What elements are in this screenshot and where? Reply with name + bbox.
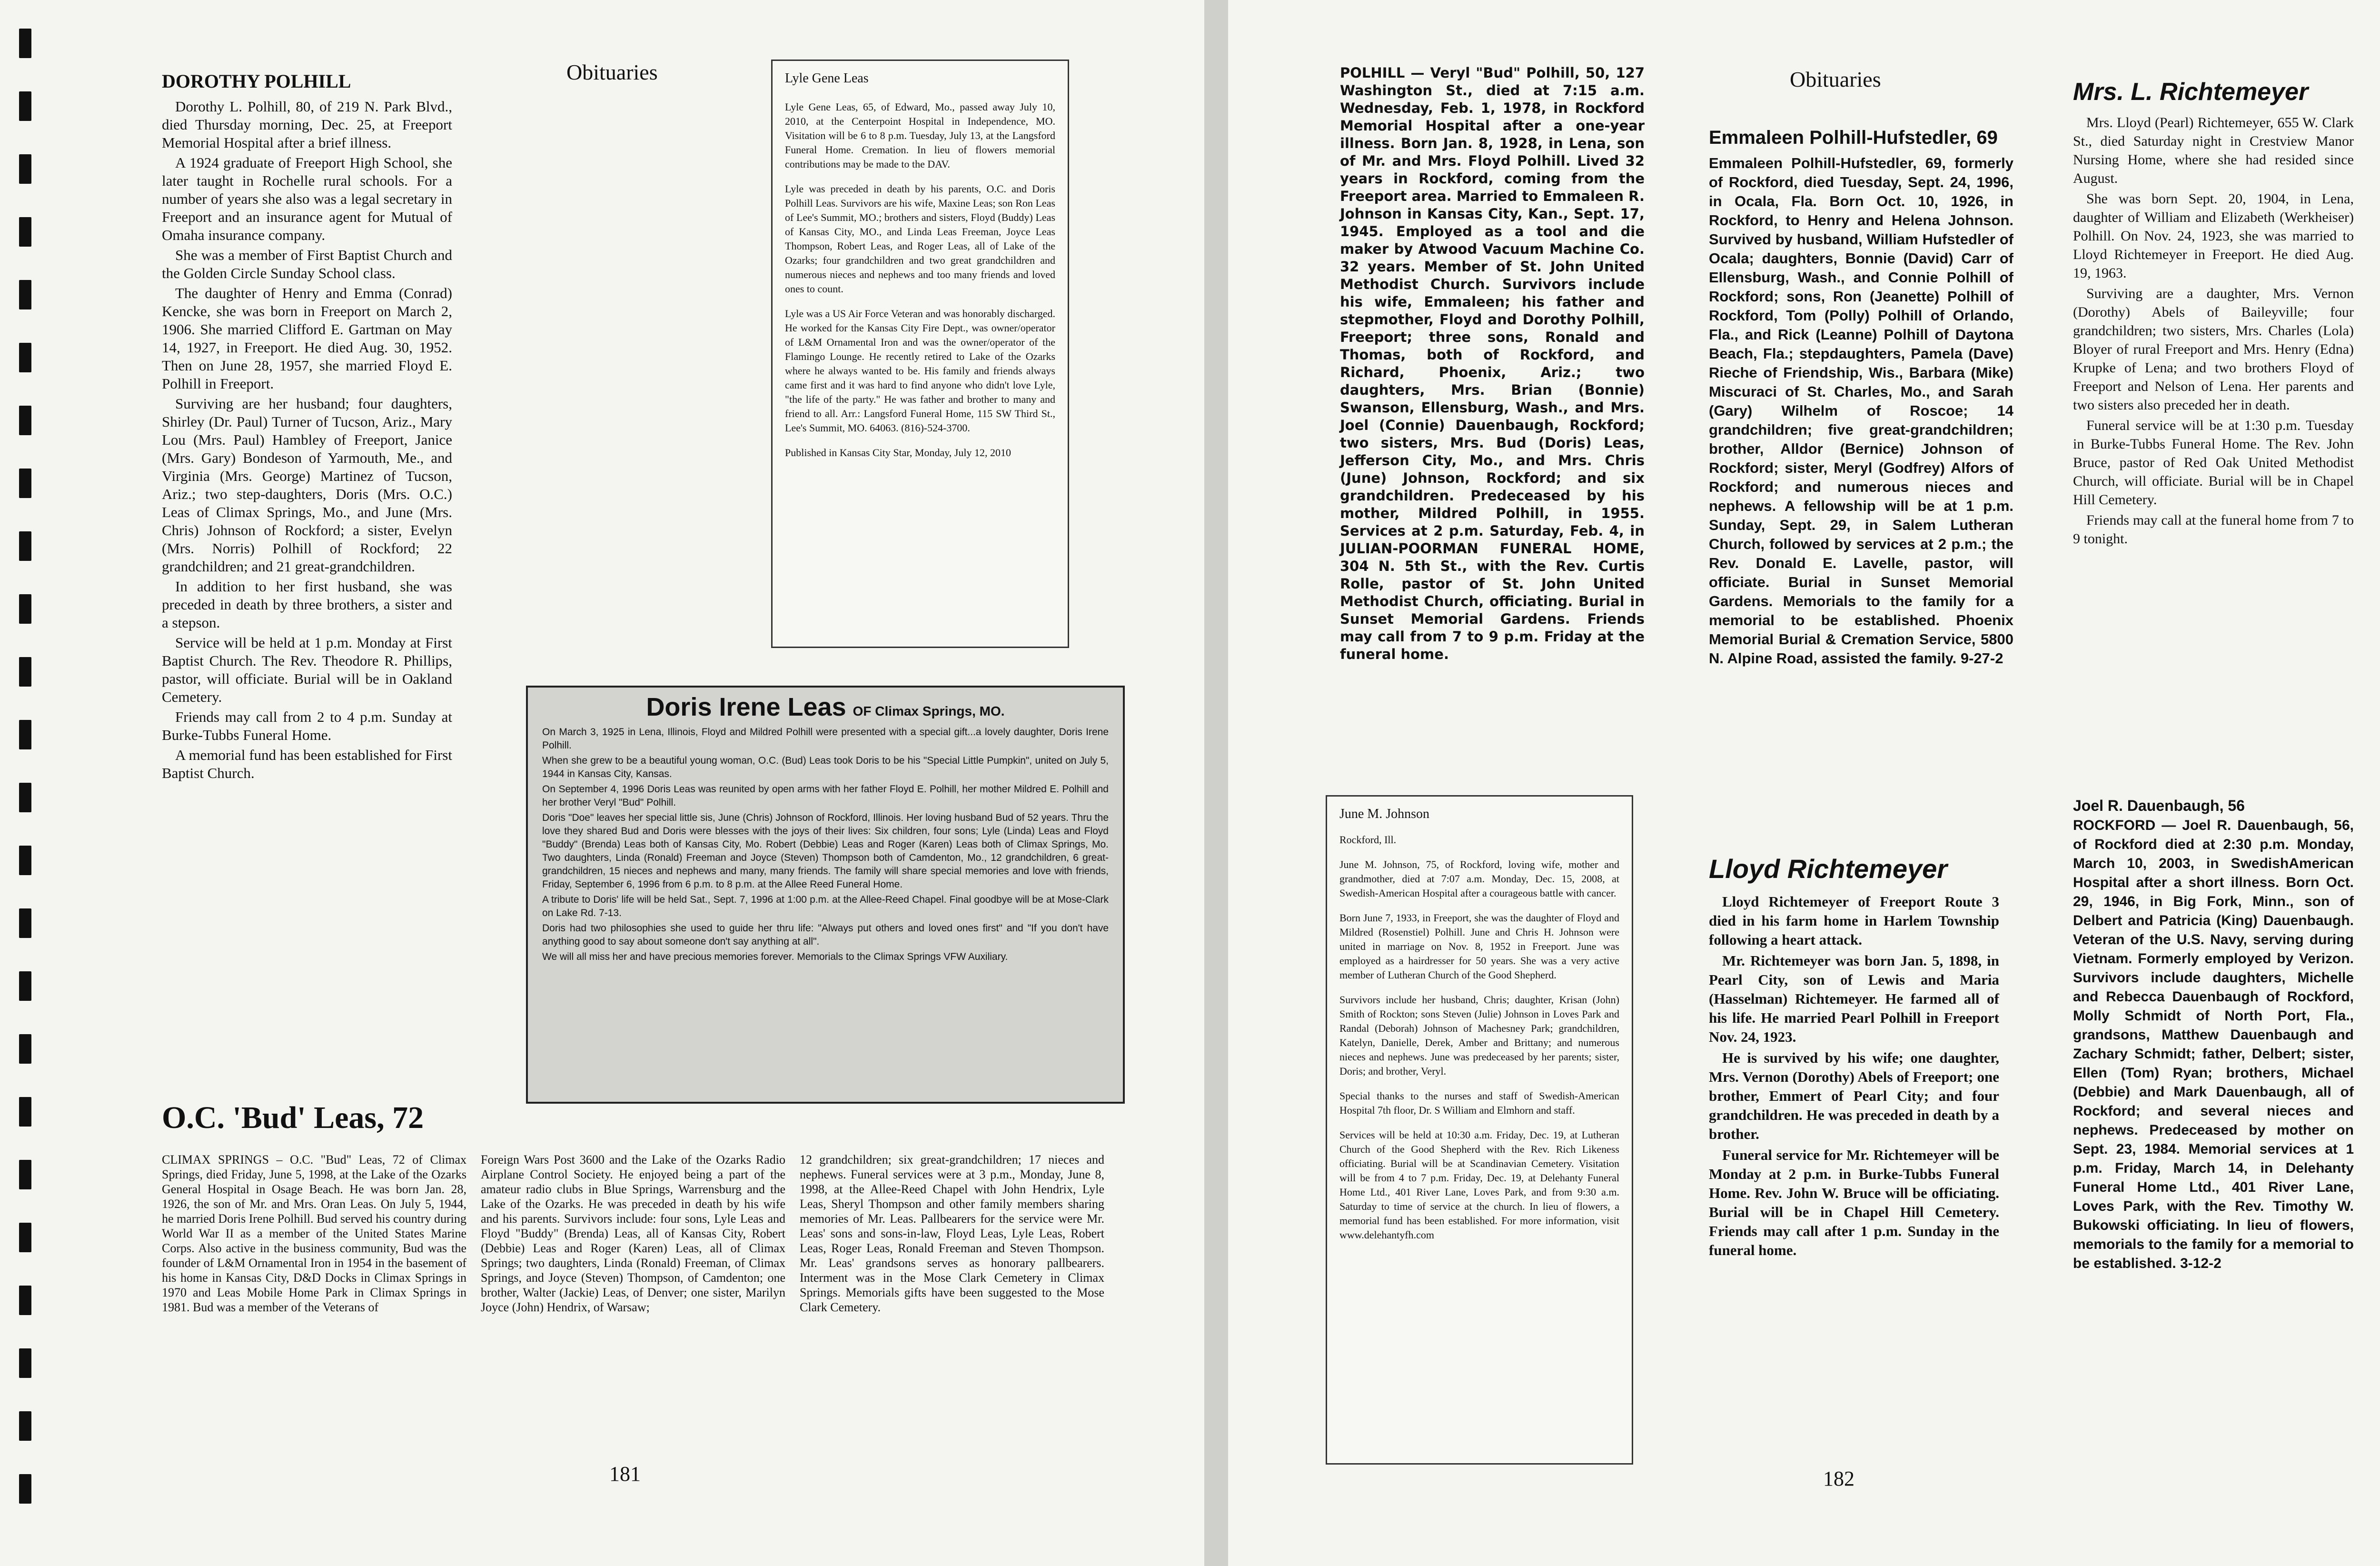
paragraph: She was a member of First Baptist Church and the Golden Circle Sunday School class.	[162, 247, 452, 281]
obituary-dorothy-polhill	[162, 69, 452, 784]
paragraph: Mrs. Lloyd (Pearl) Richtemeyer, 655 W. Clark St., died Saturday night in Crestview Manor Nursing Home, where she had resided since August.	[2073, 115, 2354, 186]
paragraph: Surviving are her husband; four daughters, Shirley (Dr. Paul) Turner of Tucson, Ariz., Mary Lou (Mrs. Paul) Hambley of Freeport, Janice (Mrs. Gary) Bondeson of Yarmouth, Me., and Virginia (Mrs. George) Martinez of Tucson, Ariz.; two step-daughters, Doris (Mrs. O.C.) Leas of Climax Springs, Mo., and June (Mrs. Chris) Johnson of Rockford; a sister, Evelyn (Mrs. Norris) Polhill of Rockford; 22 grandchildren; and 21 great-grandchildren.	[162, 395, 452, 575]
paragraph: A 1924 graduate of Freeport High School, she later taught in Rochelle rural schools. For a number of years she also was a legal secretary in Freeport and an insurance agent for Mutual of Omaha insurance company.	[162, 154, 452, 243]
page-number: 182	[1823, 1467, 1854, 1490]
obituary-june-johnson	[1326, 795, 1633, 1465]
obituary-lyle-leas	[771, 60, 1069, 648]
obituary-title: June M. Johnson	[1339, 807, 1430, 821]
obituary-doris-leas	[526, 686, 1125, 1104]
paragraph: When she grew to be a beautiful young woman, O.C. (Bud) Leas took Doris to be his "Special Little Pumpkin", united on July 5, 1944 in Kansas City, Kansas.	[542, 755, 1109, 779]
binder-hole	[19, 1411, 31, 1441]
paragraph: June M. Johnson, 75, of Rockford, loving wife, mother and grandmother, died at 7:07 a.m. Monday, Dec. 15, 2008, at Swedish-American Hospital after a courageous battle with cancer.	[1339, 858, 1619, 899]
binder-hole	[19, 343, 31, 372]
paragraph: A memorial fund has been established for First Baptist Church.	[162, 747, 452, 781]
binder-hole	[19, 1034, 31, 1064]
page-number: 181	[609, 1462, 641, 1486]
paragraph: Surviving are a daughter, Mrs. Vernon (Dorothy) Abels of Baileyville; four grandchildren; two sisters, Mrs. Charles (Lola) Bloyer of rural Freeport and Mrs. Henry (Edna) Krupke of Lena; and two brothers Floyd of Freeport and Nelson of Lena. Her parents and two sisters also preceded her in death.	[2073, 286, 2354, 413]
binder-hole	[19, 971, 31, 1001]
binder-hole	[19, 657, 31, 687]
binder-hole	[19, 217, 31, 247]
paragraph: Service will be held at 1 p.m. Monday at First Baptist Church. The Rev. Theodore R. Phillips, pastor, will officiate. Burial will be in Oakland Cemetery.	[162, 634, 452, 705]
paragraph: Doris "Doe" leaves her special little sis, June (Chris) Johnson of Rockford, Illinois. Her loving husband Bud of 52 years. Thru the love they shared Bud and Doris were blesses with the joys of their lives: Six children, four sons; Lyle (Linda) Leas and Floyd "Buddy" (Brenda) Leas both of Kansas City, Mo. Robert (Debbie) Leas and Roger (Karen) Leas both of Climax Springs, Mo. Two daughters, Linda (Ronald) Freeman and Joyce (Steven) Thompson both of Camdenton, Mo., 12 grandchildren, 6 great-grandchildren, 15 nieces and nephews and many, many friends. The family will share special memories and love with friends, Friday, September 6, 1996 from 6 p.m. to 8 p.m. at the Allee Reed Funeral Home.	[542, 812, 1109, 890]
obituary-emmaleen	[1709, 126, 2013, 668]
paragraph: Friends may call from 2 to 4 p.m. Sunday at Burke-Tubbs Funeral Home.	[162, 708, 452, 743]
obituary-joel-dauenbaugh	[2073, 795, 2354, 1273]
paragraph: Doris had two philosophies she used to guide her thru life: "Always put others and loved ones first" and "If you don't have anything good to say about someone don't say anything at all".	[542, 923, 1109, 947]
paragraph: Mr. Richtemeyer was born Jan. 5, 1898, in Pearl City, son of Lewis and Maria (Hasselman) Richtemeyer. He farmed all of his life. He married Pearl Polhill in Freeport Nov. 24, 1923.	[1709, 952, 1999, 1045]
binder-hole	[19, 1160, 31, 1189]
right-page	[1228, 0, 2380, 1566]
binder-hole	[19, 1223, 31, 1252]
obituary-mrs-richtemeyer	[2073, 76, 2354, 550]
paragraph: On September 4, 1996 Doris Leas was reunited by open arms with her father Floyd E. Polhill, her mother Mildred E. Polhill and her brother Veryl "Bud" Polhill.	[542, 784, 1109, 808]
binder-hole	[19, 531, 31, 561]
paragraph: Born June 7, 1933, in Freeport, she was the daughter of Floyd and Mildred (Rosenstiel) Polhill. June and Chris H. Johnson were united in marriage on Nov. 8, 1952 in Freeport. June was employed as a hairdresser for 50 years. She was a very active member of Lutheran Church of the Good Shepherd.	[1339, 912, 1619, 981]
section-title: Obituaries	[566, 60, 658, 84]
binder-hole	[19, 1286, 31, 1315]
paragraph: Friends may call at the funeral home from 7 to 9 tonight.	[2073, 512, 2354, 547]
obituary-lloyd-richtemeyer	[1709, 852, 1999, 1262]
obituary-text: ROCKFORD — Joel R. Dauenbaugh, 56, of Rockford died at 2:30 p.m. Monday, March 10, 2003, in SwedishAmerican Hospital after a short illness. Born Oct. 29, 1946, in Big Fork, Minn., son of Delbert and Patricia (King) Dauenbaugh. Veteran of the U.S. Navy, serving during Vietnam. Formerly employed by Verizon. Survivors include daughters, Michelle and Rebecca Dauenbaugh of Rockford, Molly Schmidt of North Port, Fla., grandsons, Matthew Dauenbaugh and Zachary Schmidt; father, Delbert; sister, Ellen (Tom) Ryan; brothers, Michael (Debbie) and Mark Dauenbaugh, all of Rockford; and several nieces and nephews. Predeceased by mother on Sept. 23, 1984. Memorial services at 1 p.m. Friday, March 14, in Delehanty Funeral Home Ltd., 401 River Lane, Loves Park, with the Rev. Timothy W. Bukowski officiating. In lieu of flowers, memorials to the family for a memorial to be established. 3-12-2	[2073, 818, 2354, 1271]
paragraph: We will all miss her and have precious memories forever. Memorials to the Climax Springs VFW Auxiliary.	[542, 951, 1008, 962]
binder-hole	[19, 280, 31, 309]
paragraph: Dorothy L. Polhill, 80, of 219 N. Park Blvd., died Thursday morning, Dec. 25, at Freeport Memorial Hospital after a brief illness.	[162, 98, 452, 151]
obituary-headline: O.C. 'Bud' Leas, 72	[162, 1100, 424, 1135]
obituary-headline: Joel R. Dauenbaugh, 56	[2073, 797, 2245, 814]
binder-hole	[19, 720, 31, 749]
paragraph: Services will be held at 10:30 a.m. Friday, Dec. 19, at Lutheran Church of the Good Shepherd with the Rev. Rich Likeness officiating. Burial will be at Scandinavian Cemetery. Visitation will be from 4 to 7 p.m. Friday, Dec. 19, at Delehanty Funeral Home Ltd., 401 River Lane, Loves Park, and from 9:30 a.m. Saturday to time of service at the church. In lieu of flowers, a memorial fund has been established. For more information, visit www.delehantyfh.com	[1339, 1129, 1619, 1241]
paragraph: Published in Kansas City Star, Monday, July 12, 2010	[785, 447, 1011, 459]
paragraph: In addition to her first husband, she was preceded in death by three brothers, a sister and a stepson.	[162, 578, 452, 631]
binder-hole	[19, 469, 31, 498]
doris-body	[528, 722, 1123, 969]
paragraph: A tribute to Doris' life will be held Sat., Sept. 7, 1996 at 1:00 p.m. at the Allee-Reed Chapel. Final goodbye will be at Mose-Clark on Lake Rd. 7-13.	[542, 894, 1109, 918]
paragraph: Funeral service will be at 1:30 p.m. Tuesday in Burke-Tubbs Funeral Home. The Rev. John Bruce, pastor of Red Oak United Methodist Church, will officiate. Burial will be in Chapel Hill Cemetery.	[2073, 418, 2354, 508]
paragraph: Special thanks to the nurses and staff of Swedish-American Hospital 7th floor, Dr. S William and Elmhorn and staff.	[1339, 1090, 1619, 1116]
binder-hole	[19, 594, 31, 624]
oc-leas-column-3: 12 grandchildren; six great-grandchildren; 17 nieces and nephews. Funeral services were at 3 p.m., Monday, June 8, 1998, at the Allee-Reed Chapel with John Hendrix, Lyle Leas, Sheryl Thompson and other family members sharing memories of Mr. Leas. Pallbearers for the service were Mr. Leas' sons and sons-in-law, Floyd Leas, Lyle Leas, Robert Leas, Roger Leas, Ronald Freeman and Steven Thompson. Mr. Leas' grandsons serves as honorary pallbearers. Interment was in the Mose Clark Cemetery in Climax Springs. Memorials gifts have been suggested to the Mose Clark Cemetery.	[800, 1153, 1104, 1314]
binder-hole	[19, 783, 31, 812]
paragraph: Survivors include her husband, Chris; daughter, Krisan (John) Smith of Rockton; sons Steven (Julie) Johnson in Loves Park and Randal (Deborah) Johnson of Machesney Park; grandchildren, Katelyn, Danielle, Derek, Amber and Brittany; and numerous nieces and nephews. June was predeceased by her parents; sister, Doris; and brother, Veryl.	[1339, 994, 1619, 1077]
binder-hole	[19, 29, 31, 58]
binder-hole	[19, 1097, 31, 1127]
obituary-subtitle: OF Climax Springs, MO.	[853, 704, 1005, 718]
oc-leas-column-1: CLIMAX SPRINGS – O.C. "Bud" Leas, 72 of Climax Springs, died Friday, June 5, 1998, at the Lake of the Ozarks General Hospital in Osage Beach. He was born Jan. 28, 1926, the son of Mr. and Mrs. Oran Leas. On July 5, 1944, he married Doris Irene Polhill. Bud served his country during World War II as a member of the United States Marine Corps. Also active in the business community, Bud was the founder of L&M Ornamental Iron in 1954 in the basement of his home in Kansas City, D&D Docks in Climax Springs in 1970 and Leas Mobile Home Park in Climax Springs in 1981. Bud was a member of the Veterans of	[162, 1153, 466, 1314]
binder-hole	[19, 406, 31, 435]
obituary-headline: DOROTHY POLHILL	[162, 70, 351, 92]
obituary-text: Emmaleen Polhill-Hufstedler, 69, formerly of Rockford, died Tuesday, Sept. 24, 1996, in Ocala, Fla. Born Oct. 10, 1926, in Rockford, to Henry and Helena Johnson. Survived by husband, William Hufstedler of Ocala; daughters, Bonnie (David) Carr of Ellensburg, Wash., and Connie Polhill of Rockford; sons, Ron (Jeanette) Polhill of Rockford, Tom (Polly) Polhill of Orlando, Fla., and Rick (Leanne) Polhill of Daytona Beach, Fla.; stepdaughters, Pamela (Dave) Rieche of Friendship, Wis., Barbara (Mike) Miscuraci of St. Charles, Mo., and Sarah (Gary) Wilhelm of Roscoe; 14 grandchildren; five great-grandchildren; brother, Alldor (Bernice) Johnson of Rockford; sister, Meryl (Godfrey) Alfors of Rockford; and numerous nieces and nephews. A fellowship will be at 1 p.m. Sunday, Sept. 29, in Salem Lutheran Church, followed by services at 2 p.m.; the Rev. Donald E. Lavelle, pastor, will officiate. Burial in Sunset Memorial Gardens. Memorials to the family for a memorial to be established. Phoenix Memorial Burial & Cremation Service, 5800 N. Alpine Road, assisted the family. 9-27-2	[1709, 155, 2013, 667]
paragraph: Lyle Gene Leas, 65, of Edward, Mo., passed away July 10, 2010, at the Centerpoint Hospital in Independence, MO. Visitation will be 6 to 8 p.m. Tuesday, July 13, at the Langsford Funeral Home. Cremation. In lieu of flowers memorial contributions may be made to the DAV.	[785, 101, 1055, 170]
paragraph: He is survived by his wife; one daughter, Mrs. Vernon (Dorothy) Abels of Freeport; one brother, Emmert of Pearl City; and four grandchildren. He was preceded in death by a brother.	[1709, 1049, 1999, 1142]
doris-header	[528, 692, 1123, 722]
obituary-veryl-polhill: POLHILL — Veryl "Bud" Polhill, 50, 127 Washington St., died at 7:15 a.m. Wednesday, Feb. 1, 1978, in Rockford Memorial Hospital after a one-year illness. Born Jan. 8, 1928, in Lena, son of Mr. and Mrs. Floyd Polhill. Lived 32 years in Rockford, coming from the Freeport area. Married to Emmaleen R. Johnson in Kansas City, Kan., Sept. 17, 1945. Employed as a tool and die maker by Atwood Vacuum Machine Co. 32 years. Member of St. John United Methodist Church. Survivors include his wife, Emmaleen; his father and stepmother, Floyd and Dorothy Polhill, Freeport; three sons, Ronald and Thomas, both of Rockford, and Richard, Phoenix, Ariz.; two daughters, Mrs. Brian (Bonnie) Swanson, Ellensburg, Wash., and Mrs. Joel (Connie) Dauenbaugh, Rockford; two sisters, Mrs. Bud (Doris) Leas, Jefferson City, Mo., and Mrs. Chris (June) Johnson, Rockford; and six grandchildren. Predeceased by his mother, Mildred Polhill, in 1955. Services at 2 p.m. Saturday, Feb. 4, in JULIAN-POORMAN FUNERAL HOME, 304 N. 5th St., with the Rev. Curtis Rolle, pastor of St. John United Methodist Church, officiating. Burial in Sunset Memorial Gardens. Friends may call from 7 to 9 p.m. Friday at the funeral home.	[1340, 65, 1645, 662]
binder-hole	[19, 1474, 31, 1504]
obituary-place: Rockford, Ill.	[1339, 834, 1397, 846]
paragraph: Lloyd Richtemeyer of Freeport Route 3 died in his farm home in Harlem Township following a heart attack.	[1709, 893, 1999, 948]
paragraph: Funeral service for Mr. Richtemeyer will be Monday at 2 p.m. in Burke-Tubbs Funeral Home. Rev. John W. Bruce will be officiating. Burial will be in Chapel Hill Cemetery. Friends may call after 1 p.m. Sunday in the funeral home.	[1709, 1147, 1999, 1258]
binder-hole	[19, 846, 31, 875]
paragraph: The daughter of Henry and Emma (Conrad) Kencke, she was born in Freeport on March 2, 1906. She married Clifford E. Gartman on May 14, 1927, in Freeport. He died Aug. 30, 1952. Then on June 28, 1957, she married Floyd E. Polhill in Freeport.	[162, 285, 452, 392]
paragraph: On March 3, 1925 in Lena, Illinois, Floyd and Mildred Polhill were presented with a special gift...a lovely daughter, Doris Irene Polhill.	[542, 727, 1109, 751]
binder-hole	[19, 908, 31, 938]
obituary-headline: Mrs. L. Richtemeyer	[2073, 78, 2309, 106]
obituary-title: Lyle Gene Leas	[785, 71, 869, 86]
obituary-title: Doris Irene Leas	[646, 693, 846, 721]
obituary-headline: Lloyd Richtemeyer	[1709, 854, 1948, 884]
book-gutter	[1204, 0, 1228, 1566]
paragraph: Lyle was preceded in death by his parents, O.C. and Doris Polhill Leas. Survivors are his wife, Maxine Leas; son Ron Leas of Lee's Summit, MO.; brothers and sisters, Floyd (Buddy) Leas of Kansas City, MO., and Linda Leas Freeman, Joyce Leas Thompson, Robert Leas, and Roger Leas, all of Lake of the Ozarks; four grandchildren and two great grandchildren and numerous nieces and nephews and too many friends and loved ones to count.	[785, 183, 1055, 295]
section-title: Obituaries	[1790, 67, 1881, 91]
binder-hole	[19, 91, 31, 121]
paragraph: She was born Sept. 20, 1904, in Lena, daughter of William and Elizabeth (Werkheiser) Polhill. On Nov. 24, 1923, she was married to Lloyd Richtemeyer in Freeport. He died Aug. 19, 1963.	[2073, 191, 2354, 281]
binder-hole	[19, 154, 31, 184]
oc-leas-column-2: Foreign Wars Post 3600 and the Lake of the Ozarks Radio Airplane Control Society. He enjoyed being a part of the amateur radio clubs in Blue Springs, Warrensburg and the Lake of the Ozarks. He was preceded in death by his wife and his parents. Survivors include: four sons, Lyle Leas and Floyd "Buddy" (Brenda) Leas, all of Kansas City, Robert (Debbie) Leas and Roger (Karen) Leas, all of Climax Springs; two daughters, Linda (Ronald) Freeman, of Climax Springs, and Joyce (Steven) Thompson, of Camdenton; one brother, Walter (Jackie) Leas, of Denver; one sister, Marilyn Joyce (John) Hendrix, of Warsaw;	[481, 1153, 785, 1314]
obituary-headline: Emmaleen Polhill-Hufstedler, 69	[1709, 127, 1998, 148]
binder-hole	[19, 1348, 31, 1378]
paragraph: Lyle was a US Air Force Veteran and was honorably discharged. He worked for the Kansas City Fire Dept., was owner/operator of L&M Ornamental Iron and was the owner/operator of the Flamingo Lounge. He recently retired to Lake of the Ozarks where he always wanted to be. His family and friends always came first and it was hard to find anyone who didn't love Lyle, "the life of the party." He was father and brother to many and friend to all. Arr.: Langsford Funeral Home, 115 SW Third St., Lee's Summit, MO. 64063. (816)-524-3700.	[785, 308, 1055, 434]
